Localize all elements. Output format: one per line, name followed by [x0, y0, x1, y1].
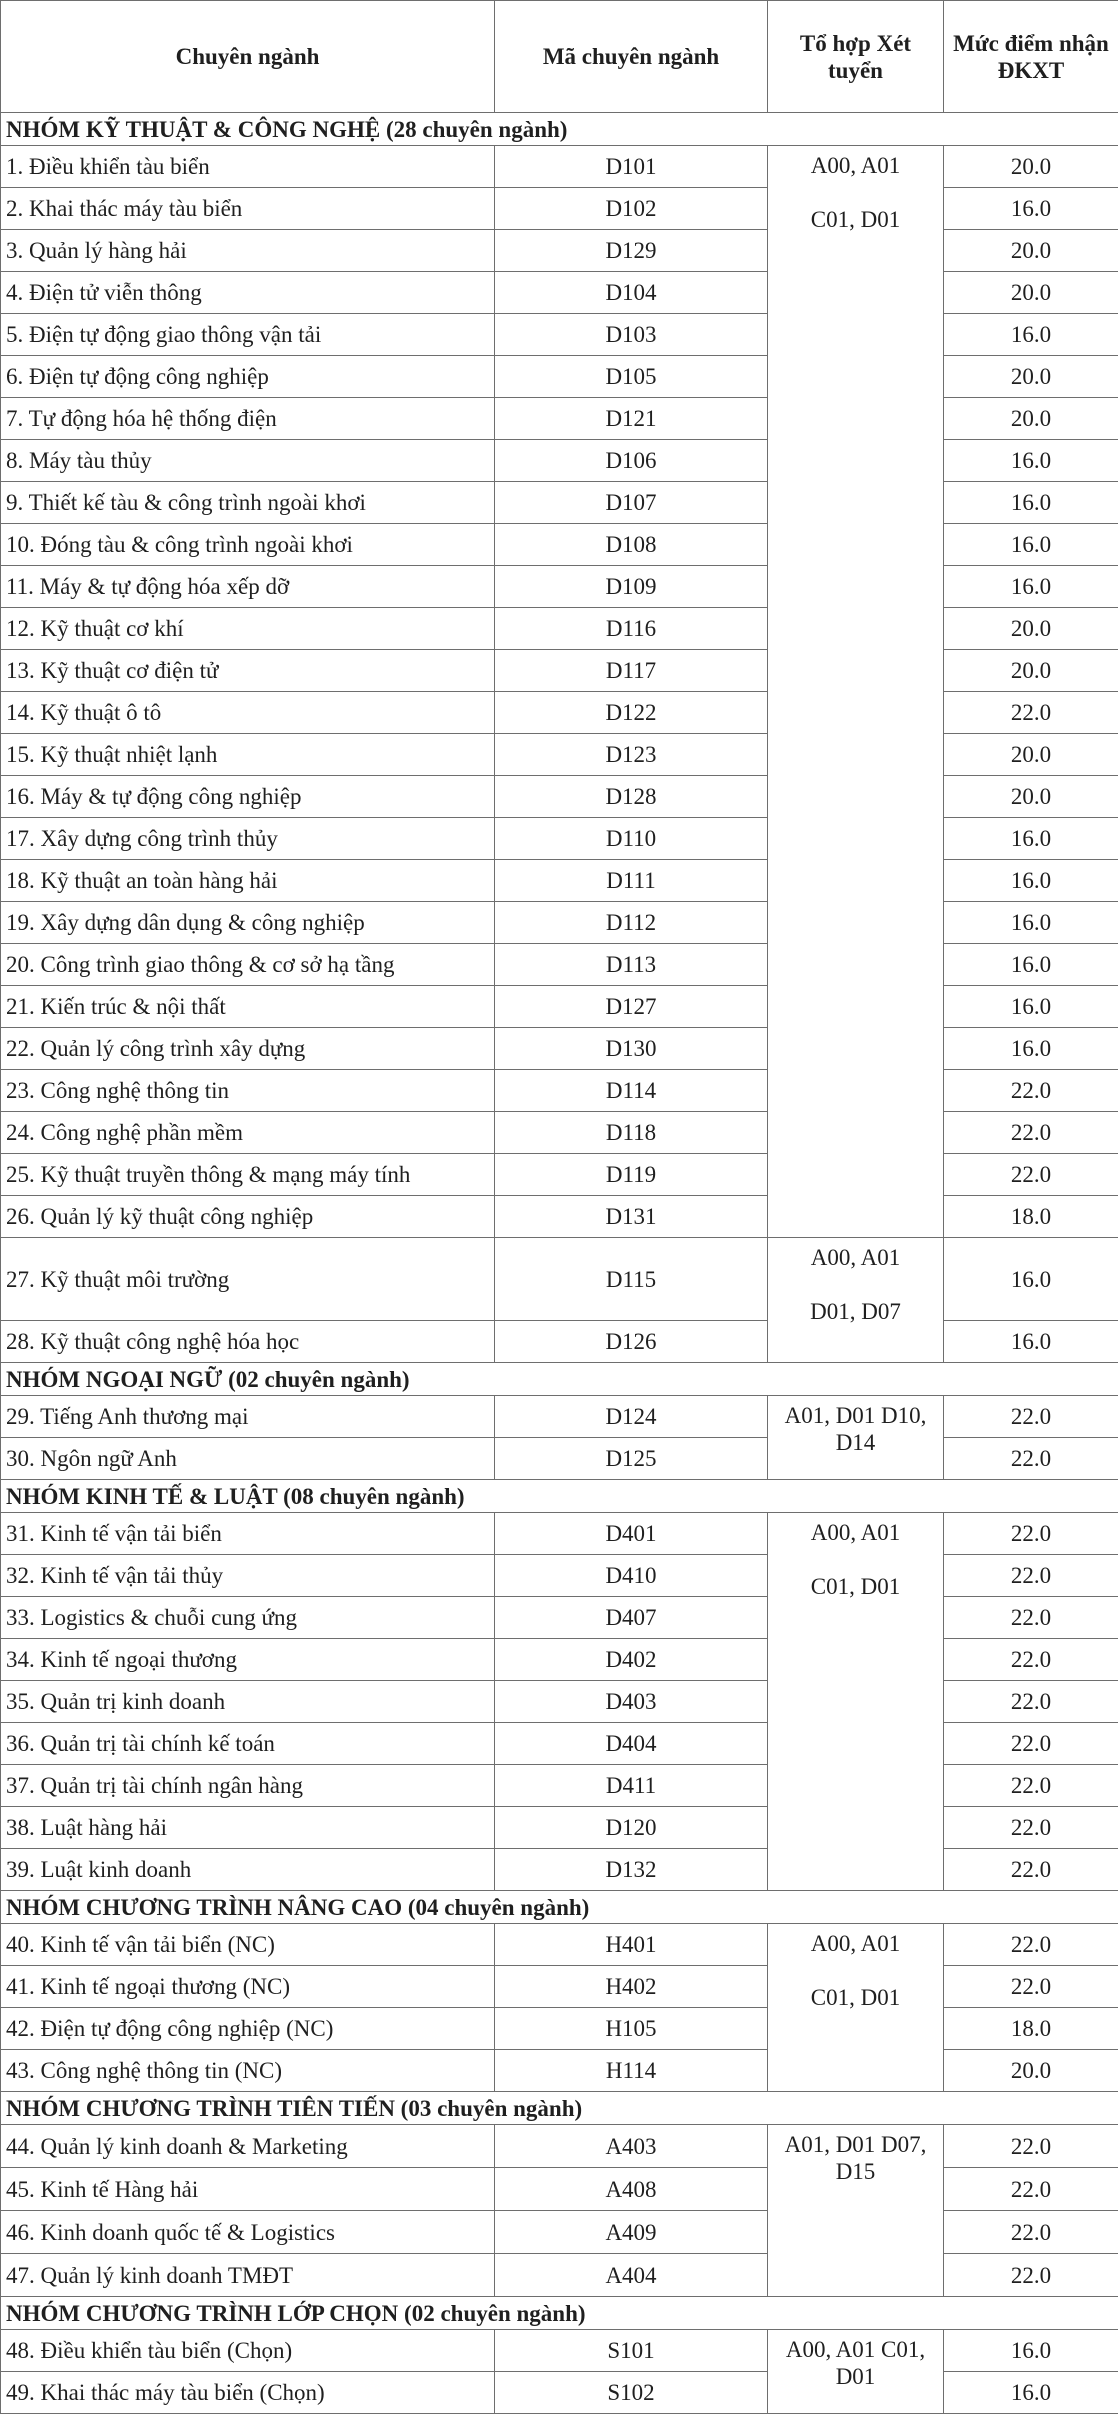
major-code: D115	[495, 1238, 768, 1321]
group-header-row	[1, 2092, 1118, 2125]
major-code: D402	[495, 1639, 768, 1681]
min-score: 16.0	[944, 2330, 1118, 2372]
major-name: 20. Công trình giao thông & cơ sở hạ tầng	[1, 944, 495, 986]
min-score: 22.0	[944, 1849, 1118, 1891]
major-code: D121	[495, 398, 768, 440]
group-title: NHÓM CHƯƠNG TRÌNH NÂNG CAO (04 chuyên ngành)	[1, 1891, 1118, 1924]
table-row	[1, 860, 1118, 902]
major-name: 4. Điện tử viễn thông	[1, 272, 495, 314]
major-name: 5. Điện tự động giao thông vận tải	[1, 314, 495, 356]
major-code: D110	[495, 818, 768, 860]
table-row	[1, 1438, 1118, 1480]
major-name: 36. Quản trị tài chính kế toán	[1, 1723, 495, 1765]
combo-line: D14	[772, 1429, 939, 1456]
table-row	[1, 608, 1118, 650]
major-code: D403	[495, 1681, 768, 1723]
table-row	[1, 314, 1118, 356]
major-code: D114	[495, 1070, 768, 1112]
major-name: 39. Luật kinh doanh	[1, 1849, 495, 1891]
group-header-row	[1, 1480, 1118, 1513]
table-row	[1, 146, 1118, 188]
major-code: D109	[495, 566, 768, 608]
min-score: 22.0	[944, 1438, 1118, 1480]
table-row	[1, 818, 1118, 860]
major-code: D127	[495, 986, 768, 1028]
min-score: 16.0	[944, 860, 1118, 902]
major-code: D407	[495, 1597, 768, 1639]
major-code: D124	[495, 1396, 768, 1438]
table-row	[1, 440, 1118, 482]
min-score: 22.0	[944, 2168, 1118, 2211]
major-name: 2. Khai thác máy tàu biển	[1, 188, 495, 230]
major-code: D108	[495, 524, 768, 566]
min-score: 16.0	[944, 818, 1118, 860]
table-row	[1, 902, 1118, 944]
min-score: 20.0	[944, 146, 1118, 188]
table-row	[1, 398, 1118, 440]
min-score: 22.0	[944, 1396, 1118, 1438]
major-code: D401	[495, 1513, 768, 1555]
table-row	[1, 2254, 1118, 2297]
major-code: S102	[495, 2372, 768, 2414]
table-row	[1, 2330, 1118, 2372]
major-code: S101	[495, 2330, 768, 2372]
major-name: 47. Quản lý kinh doanh TMĐT	[1, 2254, 495, 2297]
min-score: 22.0	[944, 1966, 1118, 2008]
min-score: 16.0	[944, 314, 1118, 356]
major-code: H401	[495, 1924, 768, 1966]
combo-cell	[768, 1924, 944, 2092]
major-name: 41. Kinh tế ngoại thương (NC)	[1, 1966, 495, 2008]
table-row	[1, 566, 1118, 608]
header-combo: Tổ hợp Xét tuyển	[768, 1, 944, 113]
min-score: 16.0	[944, 188, 1118, 230]
major-code: D411	[495, 1765, 768, 1807]
table-row	[1, 272, 1118, 314]
major-name: 16. Máy & tự động công nghiệp	[1, 776, 495, 818]
min-score: 22.0	[944, 1513, 1118, 1555]
group-title: NHÓM NGOẠI NGỮ (02 chuyên ngành)	[1, 1363, 1118, 1396]
combo-cell	[768, 1513, 944, 1891]
major-code: D111	[495, 860, 768, 902]
header-score: Mức điểm nhận ĐKXT	[944, 1, 1118, 113]
major-name: 35. Quản trị kinh doanh	[1, 1681, 495, 1723]
major-code: H105	[495, 2008, 768, 2050]
combo-line: A01, D01 D07,	[772, 2131, 939, 2158]
major-name: 27. Kỹ thuật môi trường	[1, 1238, 495, 1321]
major-name: 14. Kỹ thuật ô tô	[1, 692, 495, 734]
table-row	[1, 1807, 1118, 1849]
min-score: 20.0	[944, 608, 1118, 650]
min-score: 20.0	[944, 650, 1118, 692]
combo-line: D01	[772, 2363, 939, 2390]
major-name: 45. Kinh tế Hàng hải	[1, 2168, 495, 2211]
major-name: 29. Tiếng Anh thương mại	[1, 1396, 495, 1438]
major-code: D102	[495, 188, 768, 230]
min-score: 20.0	[944, 356, 1118, 398]
table-row	[1, 1555, 1118, 1597]
major-name: 9. Thiết kế tàu & công trình ngoài khơi	[1, 482, 495, 524]
major-name: 15. Kỹ thuật nhiệt lạnh	[1, 734, 495, 776]
header-code: Mã chuyên ngành	[495, 1, 768, 113]
group-header-row	[1, 1363, 1118, 1396]
major-code: D105	[495, 356, 768, 398]
combo-line: A01, D01 D10,	[772, 1402, 939, 1429]
major-name: 25. Kỹ thuật truyền thông & mạng máy tính	[1, 1154, 495, 1196]
table-row	[1, 2211, 1118, 2254]
major-name: 23. Công nghệ thông tin	[1, 1070, 495, 1112]
combo-line: C01, D01	[772, 1573, 939, 1600]
combo-line: A00, A01 C01,	[772, 2336, 939, 2363]
min-score: 20.0	[944, 398, 1118, 440]
min-score: 22.0	[944, 1807, 1118, 1849]
major-code: D123	[495, 734, 768, 776]
table-row	[1, 776, 1118, 818]
combo-cell	[768, 1396, 944, 1480]
major-name: 19. Xây dựng dân dụng & công nghiệp	[1, 902, 495, 944]
table-row	[1, 944, 1118, 986]
major-code: D106	[495, 440, 768, 482]
major-code: A404	[495, 2254, 768, 2297]
major-name: 43. Công nghệ thông tin (NC)	[1, 2050, 495, 2092]
table-row	[1, 692, 1118, 734]
min-score: 16.0	[944, 524, 1118, 566]
min-score: 18.0	[944, 2008, 1118, 2050]
min-score: 22.0	[944, 2211, 1118, 2254]
combo-line: D01, D07	[772, 1298, 939, 1325]
table-row	[1, 986, 1118, 1028]
major-code: D128	[495, 776, 768, 818]
header-row	[1, 1, 1118, 113]
combo-cell	[768, 1238, 944, 1363]
major-code: D116	[495, 608, 768, 650]
major-name: 13. Kỹ thuật cơ điện tử	[1, 650, 495, 692]
table-body	[1, 113, 1118, 2414]
table-row	[1, 734, 1118, 776]
min-score: 22.0	[944, 1924, 1118, 1966]
combo-line: A00, A01	[772, 1244, 939, 1271]
min-score: 16.0	[944, 1028, 1118, 1070]
min-score: 16.0	[944, 2372, 1118, 2414]
group-header-row	[1, 1891, 1118, 1924]
major-code: A409	[495, 2211, 768, 2254]
combo-cell	[768, 146, 944, 1238]
major-code: D104	[495, 272, 768, 314]
major-name: 42. Điện tự động công nghiệp (NC)	[1, 2008, 495, 2050]
major-name: 21. Kiến trúc & nội thất	[1, 986, 495, 1028]
major-code: D101	[495, 146, 768, 188]
major-code: D113	[495, 944, 768, 986]
major-code: D131	[495, 1196, 768, 1238]
combo-line	[772, 1546, 939, 1573]
table-row	[1, 524, 1118, 566]
major-name: 3. Quản lý hàng hải	[1, 230, 495, 272]
major-name: 49. Khai thác máy tàu biển (Chọn)	[1, 2372, 495, 2414]
combo-line	[772, 1957, 939, 1984]
min-score: 16.0	[944, 482, 1118, 524]
min-score: 20.0	[944, 776, 1118, 818]
major-name: 30. Ngôn ngữ Anh	[1, 1438, 495, 1480]
major-name: 12. Kỹ thuật cơ khí	[1, 608, 495, 650]
major-name: 28. Kỹ thuật công nghệ hóa học	[1, 1321, 495, 1363]
table-row	[1, 230, 1118, 272]
min-score: 16.0	[944, 986, 1118, 1028]
combo-line: A00, A01	[772, 1930, 939, 1957]
major-code: D404	[495, 1723, 768, 1765]
table-row	[1, 1196, 1118, 1238]
major-code: H402	[495, 1966, 768, 2008]
min-score: 20.0	[944, 230, 1118, 272]
combo-line	[772, 1271, 939, 1298]
table-row	[1, 1723, 1118, 1765]
major-name: 1. Điều khiển tàu biển	[1, 146, 495, 188]
major-name: 44. Quản lý kinh doanh & Marketing	[1, 2125, 495, 2168]
combo-cell	[768, 2330, 944, 2414]
table-row	[1, 1924, 1118, 1966]
min-score: 22.0	[944, 1681, 1118, 1723]
min-score: 22.0	[944, 1154, 1118, 1196]
min-score: 22.0	[944, 1555, 1118, 1597]
table-row	[1, 1321, 1118, 1363]
table-row	[1, 356, 1118, 398]
min-score: 16.0	[944, 1321, 1118, 1363]
major-name: 24. Công nghệ phần mềm	[1, 1112, 495, 1154]
min-score: 22.0	[944, 1639, 1118, 1681]
major-name: 46. Kinh doanh quốc tế & Logistics	[1, 2211, 495, 2254]
major-code: D125	[495, 1438, 768, 1480]
major-name: 11. Máy & tự động hóa xếp dỡ	[1, 566, 495, 608]
min-score: 16.0	[944, 902, 1118, 944]
table-row	[1, 650, 1118, 692]
major-name: 22. Quản lý công trình xây dựng	[1, 1028, 495, 1070]
min-score: 18.0	[944, 1196, 1118, 1238]
table-row	[1, 2168, 1118, 2211]
group-title: NHÓM CHƯƠNG TRÌNH LỚP CHỌN (02 chuyên ngành)	[1, 2297, 1118, 2330]
table-row	[1, 1765, 1118, 1807]
group-title: NHÓM KINH TẾ & LUẬT (08 chuyên ngành)	[1, 1480, 1118, 1513]
group-header-row	[1, 2297, 1118, 2330]
table-row	[1, 1681, 1118, 1723]
major-name: 26. Quản lý kỹ thuật công nghiệp	[1, 1196, 495, 1238]
major-code: D126	[495, 1321, 768, 1363]
table-row	[1, 2008, 1118, 2050]
min-score: 22.0	[944, 2125, 1118, 2168]
table-row	[1, 482, 1118, 524]
combo-line: A00, A01	[772, 152, 939, 179]
group-header-row	[1, 113, 1118, 146]
min-score: 22.0	[944, 1723, 1118, 1765]
min-score: 22.0	[944, 2254, 1118, 2297]
table-row	[1, 1639, 1118, 1681]
major-code: A403	[495, 2125, 768, 2168]
table-row	[1, 1238, 1118, 1321]
major-name: 17. Xây dựng công trình thủy	[1, 818, 495, 860]
min-score: 22.0	[944, 1112, 1118, 1154]
group-title: NHÓM CHƯƠNG TRÌNH TIÊN TIẾN (03 chuyên ngành)	[1, 2092, 1118, 2125]
combo-cell	[768, 2125, 944, 2297]
combo-line: A00, A01	[772, 1519, 939, 1546]
major-name: 18. Kỹ thuật an toàn hàng hải	[1, 860, 495, 902]
table-row	[1, 1112, 1118, 1154]
major-name: 38. Luật hàng hải	[1, 1807, 495, 1849]
table-row	[1, 1966, 1118, 2008]
major-code: D130	[495, 1028, 768, 1070]
major-code: H114	[495, 2050, 768, 2092]
major-name: 7. Tự động hóa hệ thống điện	[1, 398, 495, 440]
table-row	[1, 188, 1118, 230]
major-code: D132	[495, 1849, 768, 1891]
table-row	[1, 2125, 1118, 2168]
major-code: D118	[495, 1112, 768, 1154]
major-code: D112	[495, 902, 768, 944]
major-name: 8. Máy tàu thủy	[1, 440, 495, 482]
major-name: 31. Kinh tế vận tải biển	[1, 1513, 495, 1555]
min-score: 22.0	[944, 1765, 1118, 1807]
table-row	[1, 1396, 1118, 1438]
major-code: D107	[495, 482, 768, 524]
min-score: 22.0	[944, 1070, 1118, 1112]
table-row	[1, 2372, 1118, 2414]
major-code: D120	[495, 1807, 768, 1849]
min-score: 16.0	[944, 1238, 1118, 1321]
group-title: NHÓM KỸ THUẬT & CÔNG NGHỆ (28 chuyên ngành)	[1, 113, 1118, 146]
major-code: A408	[495, 2168, 768, 2211]
table-row	[1, 2050, 1118, 2092]
major-name: 40. Kinh tế vận tải biển (NC)	[1, 1924, 495, 1966]
major-name: 37. Quản trị tài chính ngân hàng	[1, 1765, 495, 1807]
major-code: D117	[495, 650, 768, 692]
major-code: D103	[495, 314, 768, 356]
min-score: 22.0	[944, 692, 1118, 734]
major-code: D410	[495, 1555, 768, 1597]
min-score: 20.0	[944, 272, 1118, 314]
min-score: 16.0	[944, 440, 1118, 482]
combo-line: C01, D01	[772, 1984, 939, 2011]
major-name: 10. Đóng tàu & công trình ngoài khơi	[1, 524, 495, 566]
min-score: 22.0	[944, 1597, 1118, 1639]
min-score: 20.0	[944, 734, 1118, 776]
table-row	[1, 1849, 1118, 1891]
min-score: 20.0	[944, 2050, 1118, 2092]
major-name: 33. Logistics & chuỗi cung ứng	[1, 1597, 495, 1639]
major-code: D119	[495, 1154, 768, 1196]
combo-line	[772, 179, 939, 206]
table-row	[1, 1028, 1118, 1070]
major-name: 32. Kinh tế vận tải thủy	[1, 1555, 495, 1597]
min-score: 16.0	[944, 944, 1118, 986]
major-code: D122	[495, 692, 768, 734]
table-row	[1, 1070, 1118, 1112]
min-score: 16.0	[944, 566, 1118, 608]
combo-line: D15	[772, 2158, 939, 2185]
major-name: 48. Điều khiển tàu biển (Chọn)	[1, 2330, 495, 2372]
table-row	[1, 1513, 1118, 1555]
major-name: 34. Kinh tế ngoại thương	[1, 1639, 495, 1681]
header-major: Chuyên ngành	[1, 1, 495, 113]
combo-line: C01, D01	[772, 206, 939, 233]
major-name: 6. Điện tự động công nghiệp	[1, 356, 495, 398]
table-row	[1, 1154, 1118, 1196]
table-row	[1, 1597, 1118, 1639]
major-code: D129	[495, 230, 768, 272]
